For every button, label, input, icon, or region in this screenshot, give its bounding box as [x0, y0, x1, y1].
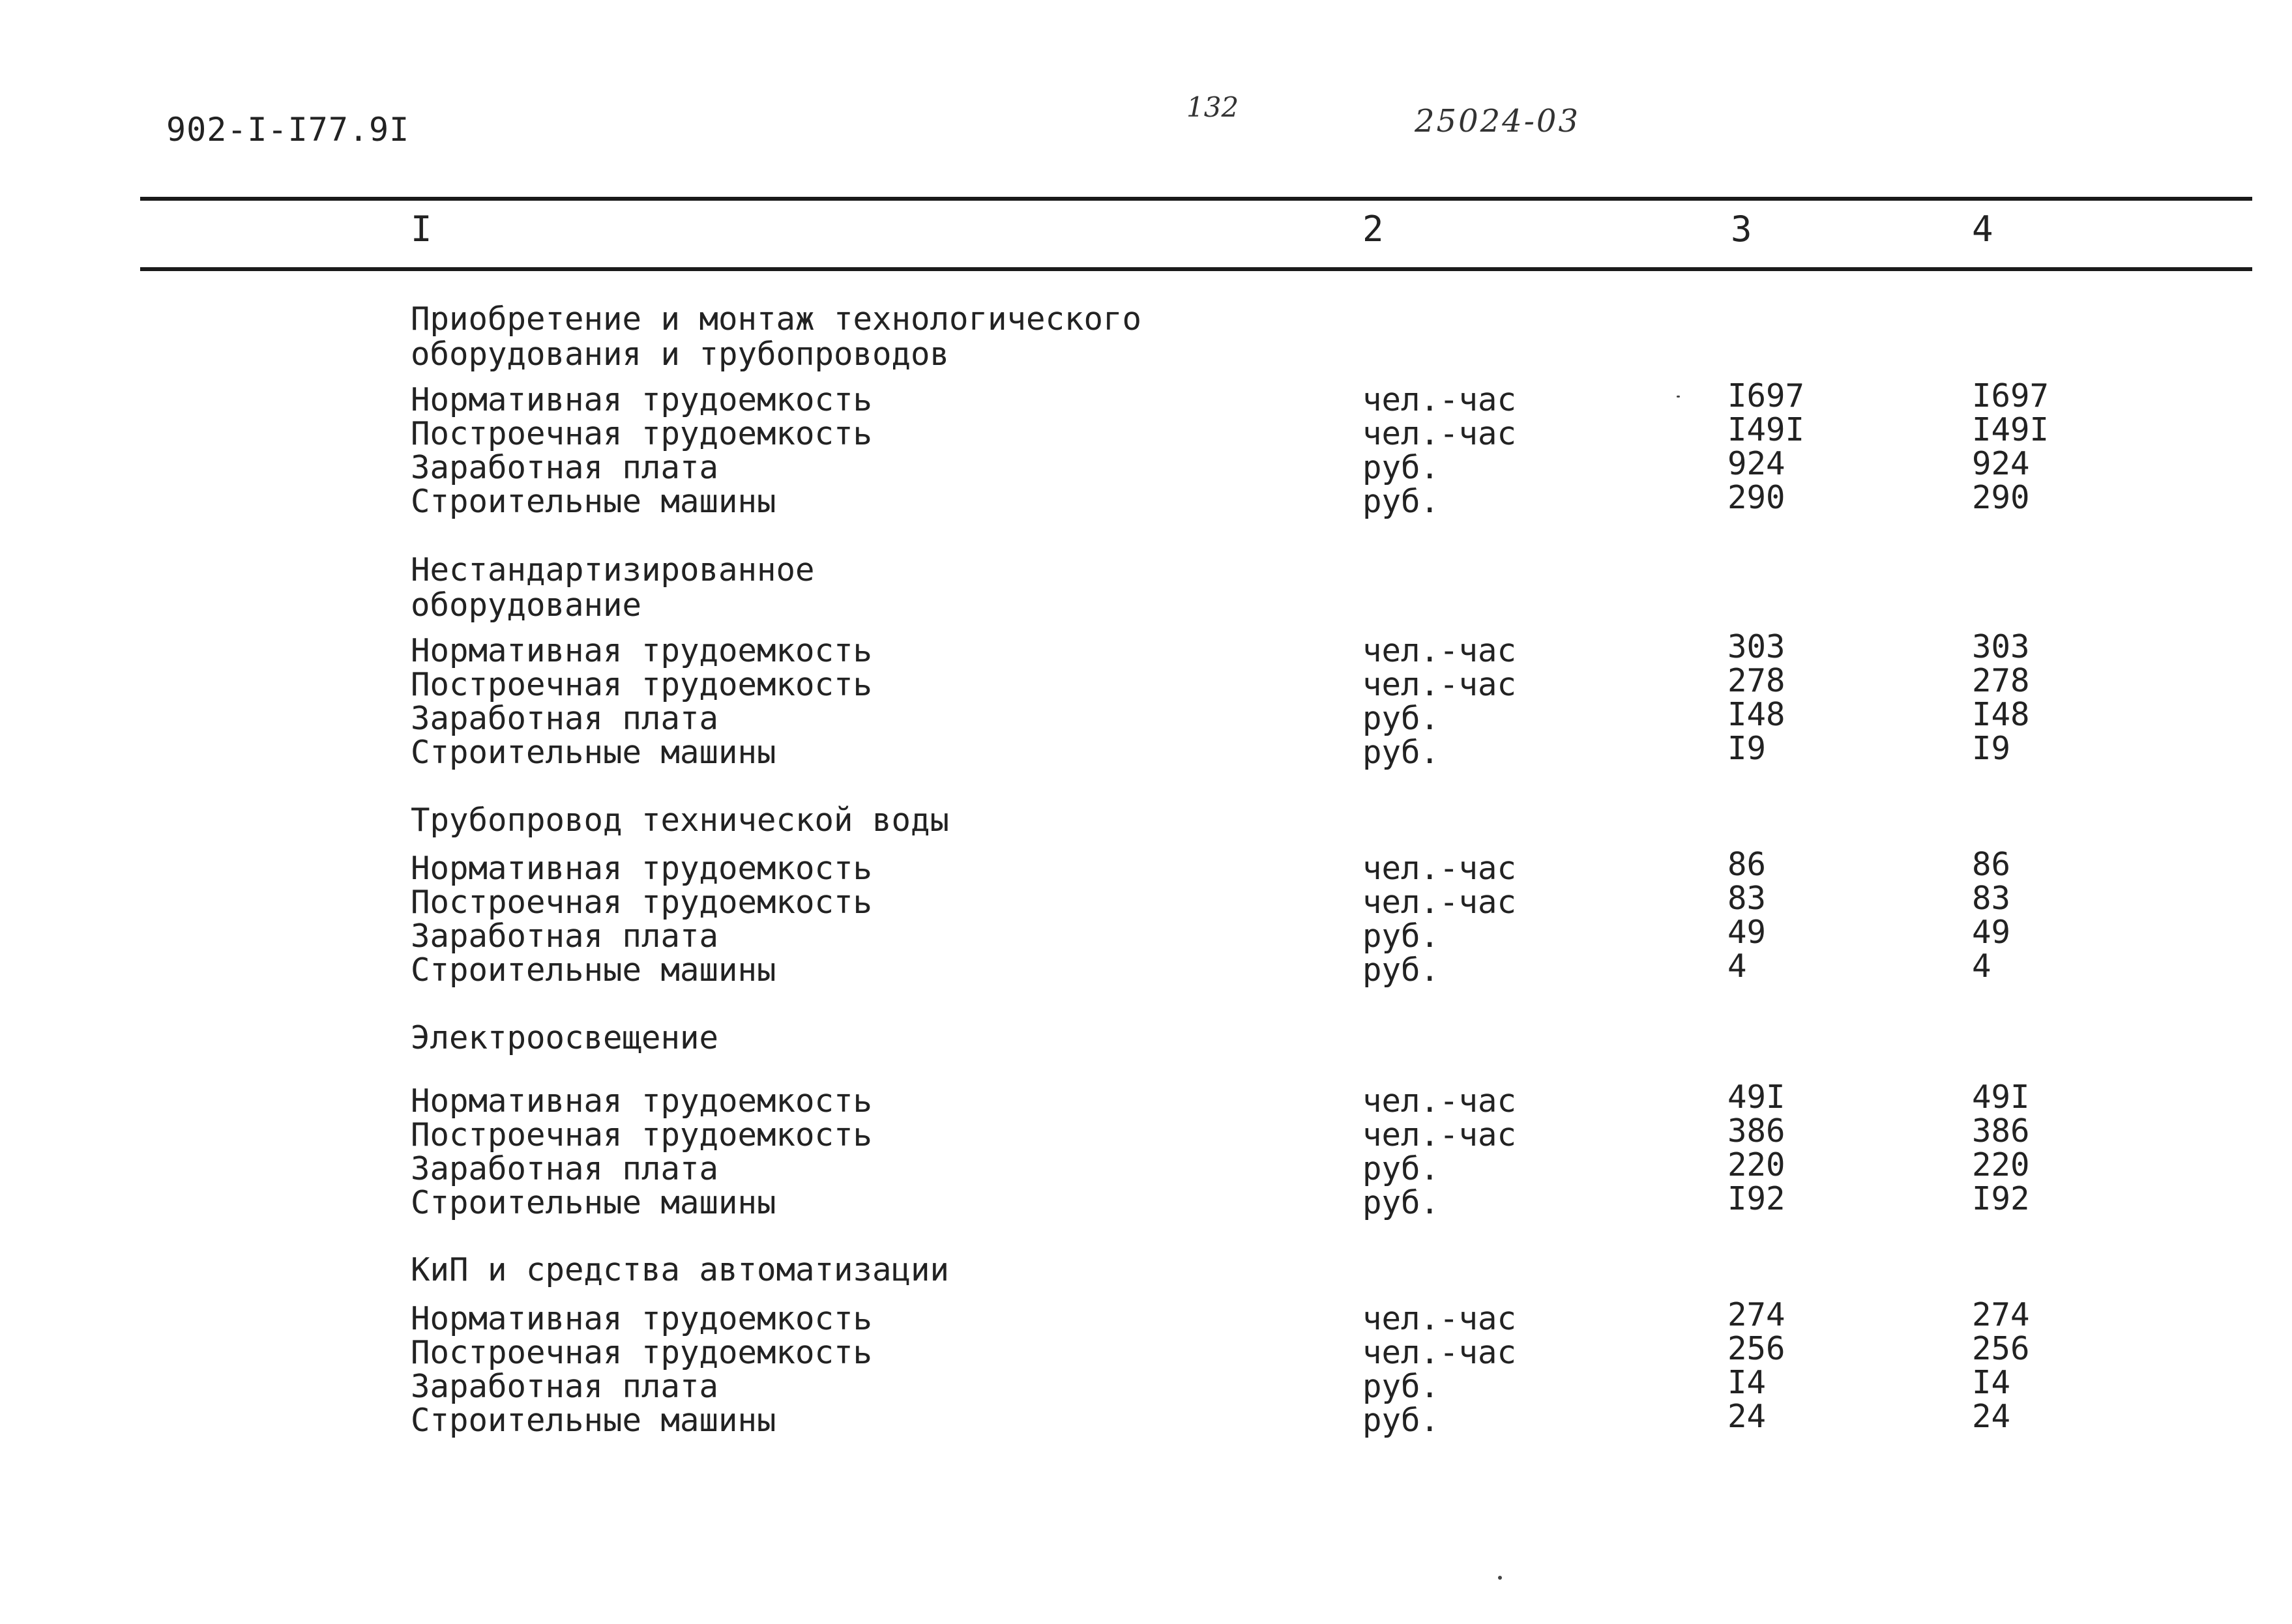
row-label: Нормативная трудоемкость	[411, 850, 873, 887]
row-value-col3: 49I	[1727, 1079, 1785, 1116]
row-value-col4: 256	[1972, 1330, 2030, 1367]
row-value-col3: 49	[1727, 914, 1767, 951]
row-label: Заработная плата	[411, 1368, 719, 1405]
row-label: Нормативная трудоемкость	[411, 1300, 873, 1337]
row-value-col4: I92	[1972, 1180, 2030, 1217]
row-label: Заработная плата	[411, 1150, 719, 1187]
row-unit: чел.-час	[1362, 1082, 1517, 1120]
row-unit: чел.-час	[1362, 381, 1517, 418]
row-value-col4: 220	[1972, 1146, 2030, 1183]
row-label: Нормативная трудоемкость	[411, 632, 873, 669]
page-number: 132	[1186, 91, 1239, 123]
row-value-col4: 49	[1972, 914, 2011, 951]
row-unit: руб.	[1362, 1368, 1440, 1405]
row-value-col3: 278	[1727, 662, 1785, 699]
row-unit: руб.	[1362, 918, 1440, 955]
row-value-col4: 924	[1972, 445, 2030, 482]
row-label: Заработная плата	[411, 918, 719, 955]
row-label: Нормативная трудоемкость	[411, 381, 873, 418]
row-label: Заработная плата	[411, 449, 719, 486]
row-unit: чел.-час	[1362, 1334, 1517, 1371]
row-unit: руб.	[1362, 1150, 1440, 1187]
row-label: Строительные машины	[411, 1402, 776, 1439]
row-label: Строительные машины	[411, 734, 776, 771]
section-title: оборудование	[411, 587, 642, 624]
row-unit: руб.	[1362, 1184, 1440, 1221]
table-header-rule	[140, 267, 2252, 271]
row-value-col3: I92	[1727, 1180, 1785, 1217]
row-value-col3: I4	[1727, 1364, 1767, 1401]
row-unit: чел.-час	[1362, 1116, 1517, 1153]
row-value-col4: I4	[1972, 1364, 2011, 1401]
row-value-col4: 49I	[1972, 1079, 2030, 1116]
row-unit: чел.-час	[1362, 632, 1517, 669]
row-unit: руб.	[1362, 951, 1440, 989]
row-value-col4: 290	[1972, 479, 2030, 516]
row-value-col4: 274	[1972, 1296, 2030, 1333]
row-value-col3: 274	[1727, 1296, 1785, 1333]
row-unit: руб.	[1362, 734, 1440, 771]
row-label: Построечная трудоемкость	[411, 666, 873, 703]
section-title: Приобретение и монтаж технологического	[411, 300, 1142, 338]
row-value-col4: 24	[1972, 1398, 2011, 1435]
column-header-2: 2	[1362, 209, 1384, 250]
row-value-col4: 278	[1972, 662, 2030, 699]
row-value-col4: 4	[1972, 948, 1991, 985]
row-value-col4: I48	[1972, 696, 2030, 733]
row-unit: руб.	[1362, 700, 1440, 737]
row-label: Построечная трудоемкость	[411, 1334, 873, 1371]
row-unit: чел.-час	[1362, 850, 1517, 887]
row-value-col4: I697	[1972, 377, 2050, 414]
row-label: Построечная трудоемкость	[411, 415, 873, 452]
row-value-col4: 86	[1972, 846, 2011, 883]
row-value-col3: I697	[1727, 377, 1805, 414]
row-unit: чел.-час	[1362, 1300, 1517, 1337]
row-value-col4: 303	[1972, 628, 2030, 665]
row-value-col3: 86	[1727, 846, 1767, 883]
column-header-1: I	[411, 209, 432, 250]
row-unit: руб.	[1362, 483, 1440, 520]
row-unit: чел.-час	[1362, 884, 1517, 921]
row-unit: руб.	[1362, 449, 1440, 486]
document-code: 902-I-I77.9I	[166, 111, 410, 149]
scan-speck	[1498, 1576, 1502, 1580]
row-value-col4: I9	[1972, 730, 2011, 767]
row-value-col3: 303	[1727, 628, 1785, 665]
row-unit: чел.-час	[1362, 666, 1517, 703]
row-label: Строительные машины	[411, 951, 776, 989]
column-header-3: 3	[1731, 209, 1752, 250]
section-title: Трубопровод технической воды	[411, 802, 950, 839]
column-header-4: 4	[1972, 209, 1993, 250]
row-label: Нормативная трудоемкость	[411, 1082, 873, 1120]
row-value-col3: 256	[1727, 1330, 1785, 1367]
row-label: Строительные машины	[411, 1184, 776, 1221]
row-value-col4: I49I	[1972, 411, 2050, 448]
row-label: Строительные машины	[411, 483, 776, 520]
archive-number: 25024-03	[1415, 103, 1580, 139]
row-label: Построечная трудоемкость	[411, 884, 873, 921]
section-title: КиП и средства автоматизации	[411, 1251, 950, 1288]
row-label: Построечная трудоемкость	[411, 1116, 873, 1153]
row-value-col3: I48	[1727, 696, 1785, 733]
row-value-col3: 4	[1727, 948, 1747, 985]
row-value-col3: I9	[1727, 730, 1767, 767]
section-title: Нестандартизированное	[411, 551, 815, 588]
row-value-col4: 386	[1972, 1112, 2030, 1150]
row-label: Заработная плата	[411, 700, 719, 737]
row-value-col3: 220	[1727, 1146, 1785, 1183]
table-top-rule	[140, 197, 2252, 201]
scan-speck	[1677, 396, 1680, 398]
row-value-col4: 83	[1972, 880, 2011, 917]
section-title: оборудования и трубопроводов	[411, 336, 950, 373]
section-title: Электроосвещение	[411, 1019, 719, 1056]
row-value-col3: 924	[1727, 445, 1785, 482]
row-unit: руб.	[1362, 1402, 1440, 1439]
row-value-col3: 24	[1727, 1398, 1767, 1435]
row-unit: чел.-час	[1362, 415, 1517, 452]
row-value-col3: 290	[1727, 479, 1785, 516]
row-value-col3: 386	[1727, 1112, 1785, 1150]
row-value-col3: I49I	[1727, 411, 1805, 448]
row-value-col3: 83	[1727, 880, 1767, 917]
